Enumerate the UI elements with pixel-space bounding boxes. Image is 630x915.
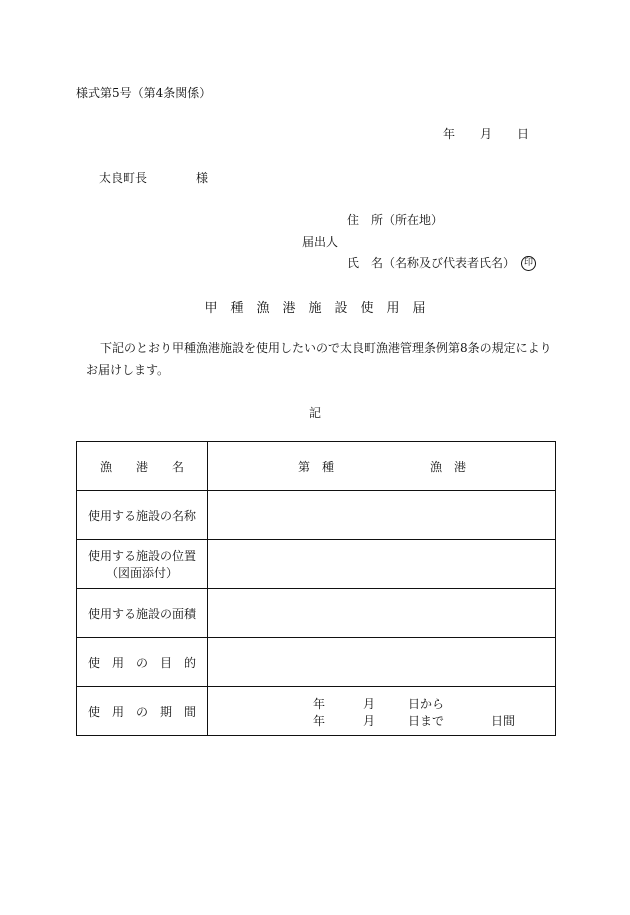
period-from-month: 月	[363, 697, 376, 711]
period-days: 日間	[491, 714, 516, 728]
body-text-line1: 下記のとおり甲種漁港施設を使用したいので太良町漁港管理条例第8条の規定により	[100, 341, 552, 355]
date-month: 月	[479, 127, 492, 141]
period-to-day: 日まで	[408, 714, 445, 728]
date-day: 日	[516, 127, 529, 141]
period-from-day: 日から	[408, 697, 445, 711]
table-row-facility-area	[77, 589, 556, 638]
period-to-month: 月	[363, 714, 376, 728]
date-line	[443, 125, 529, 142]
ki-marker: 記	[308, 406, 321, 420]
row-label: 使用する施設の面積	[87, 606, 196, 621]
label-cell	[77, 540, 208, 589]
row-label: 使用する施設の名称	[87, 508, 196, 523]
addressee-honorific: 様	[196, 171, 209, 185]
value-cell[interactable]	[208, 491, 556, 540]
document-title: 甲 種 漁 港 施 設 使 用 届	[204, 301, 426, 316]
label-cell	[77, 442, 208, 491]
seal-mark: 印	[521, 256, 536, 271]
body-text-line2: お届けします。	[86, 363, 170, 377]
usage-table	[76, 441, 556, 736]
applicant-address-label: 住 所（所在地）	[347, 213, 444, 227]
period-to-year: 年	[313, 714, 326, 728]
label-cell	[77, 687, 208, 736]
row-label: 漁 港 名	[99, 459, 184, 474]
table-row-purpose	[77, 638, 556, 687]
port-class: 第 種	[298, 460, 335, 474]
port-suffix: 漁 港	[430, 460, 467, 474]
value-cell[interactable]	[208, 442, 556, 491]
label-cell	[77, 589, 208, 638]
label-cell	[77, 638, 208, 687]
applicant-role-label: 届出人	[302, 235, 339, 249]
row-label: 使 用 の 期 間	[87, 704, 196, 719]
value-cell[interactable]	[208, 589, 556, 638]
applicant-name-label: 氏 名（名称及び代表者氏名）	[347, 256, 516, 270]
value-cell[interactable]	[208, 540, 556, 589]
table-row-facility-location	[77, 540, 556, 589]
addressee-name: 太良町長	[99, 171, 148, 185]
row-label-sub: （図面添付）	[105, 566, 178, 580]
form-number: 様式第5号（第4条関係）	[76, 86, 212, 100]
row-label: 使用する施設の位置	[87, 549, 196, 563]
row-label: 使 用 の 目 的	[87, 655, 196, 670]
label-cell	[77, 491, 208, 540]
table-row-period	[77, 687, 556, 736]
value-cell[interactable]	[208, 638, 556, 687]
date-year: 年	[443, 127, 456, 141]
period-from-year: 年	[313, 697, 326, 711]
value-cell[interactable]	[208, 687, 556, 736]
table-row-facility-name	[77, 491, 556, 540]
table-row-port-name	[77, 442, 556, 491]
applicant-name-line	[347, 254, 536, 271]
